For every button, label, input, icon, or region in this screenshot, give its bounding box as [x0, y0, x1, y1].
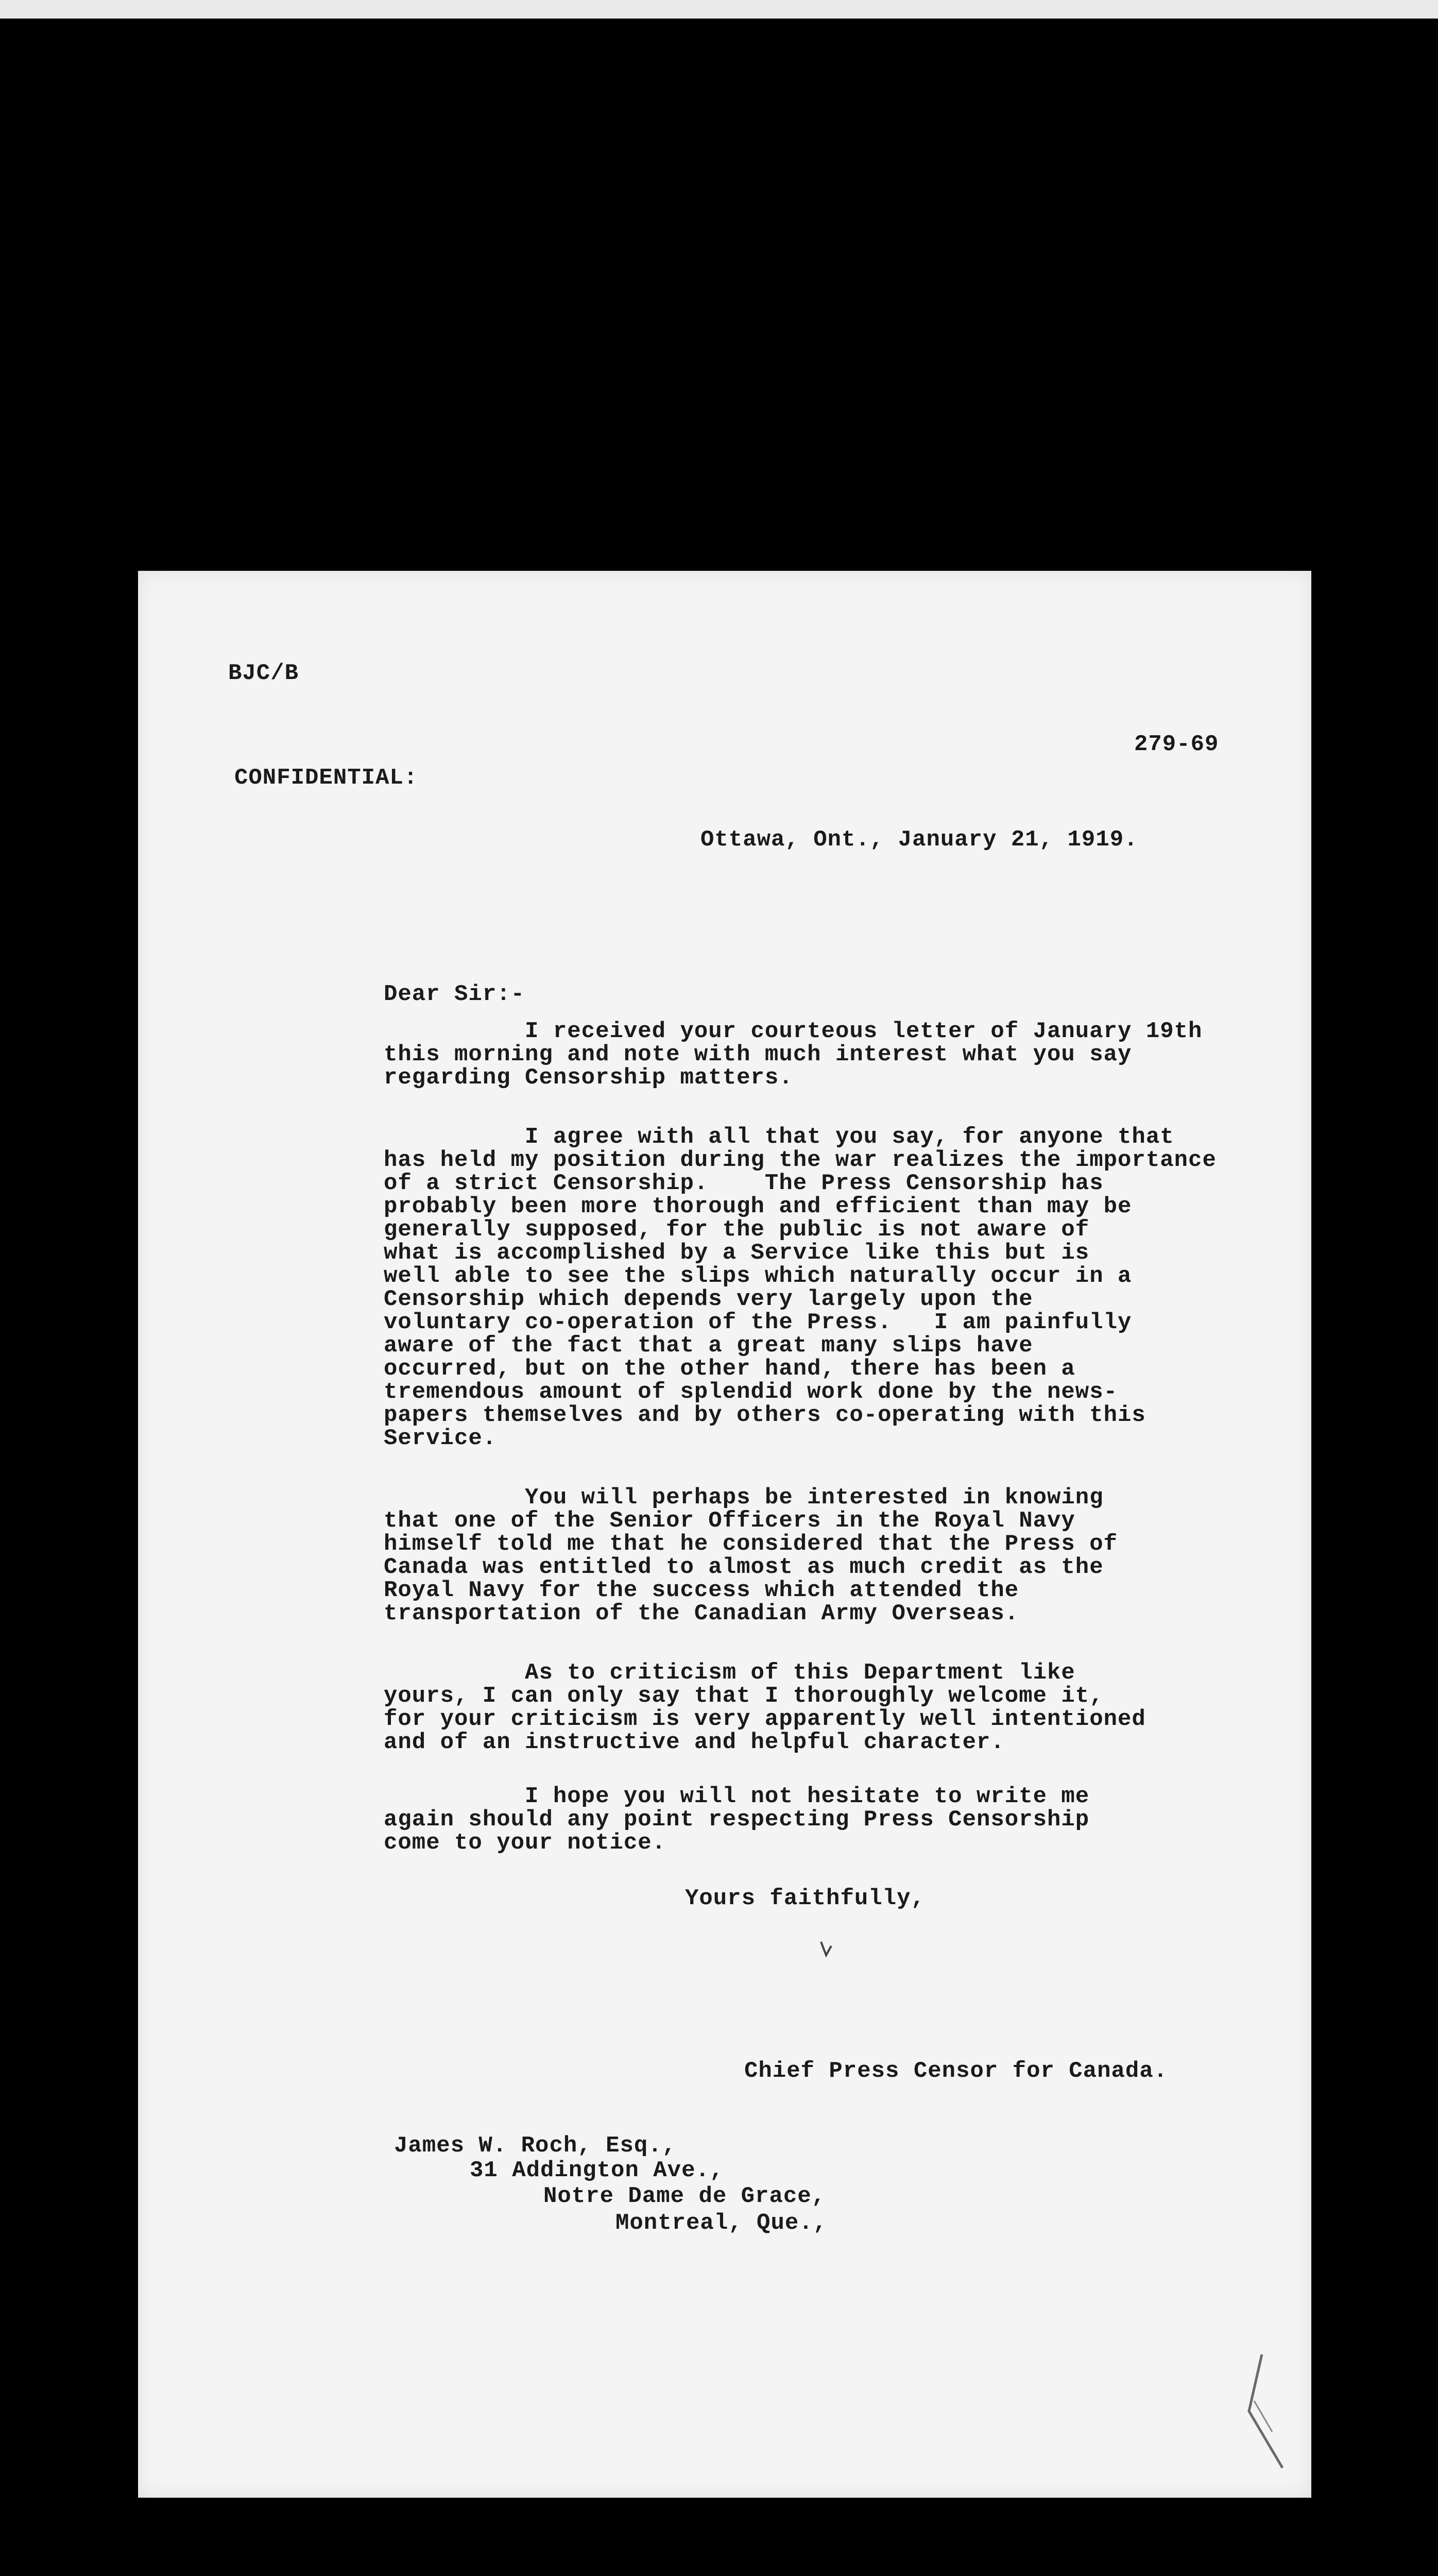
paragraph-1: I received your courteous letter of January 19th this morning and note with much interest what you say regarding Censorship matters.: [384, 1019, 1203, 1091]
address-line-4: Montreal, Que.,: [615, 2210, 828, 2236]
reference-initials: BJC/B: [228, 660, 299, 686]
salutation: Dear Sir:-: [384, 981, 525, 1007]
signature-title: Chief Press Censor for Canada.: [744, 2058, 1168, 2084]
paper-corner-mark: [1234, 2349, 1290, 2473]
paragraph-3: You will perhaps be interested in knowing that one of the Senior Officers in the Royal Navy himself told me that he considered that the Press of Canada was entitled to almost as much credit as the Royal Navy for the success which attended the transportation of the Canadian Army Overseas.: [384, 1485, 1118, 1626]
address-line-1: James W. Roch, Esq.,: [394, 2133, 677, 2159]
paragraph-5: I hope you will not hesitate to write me again should any point respecting Press Censorship come to your notice.: [384, 1784, 1090, 1856]
ink-mark: [819, 1940, 834, 1960]
paragraph-4: As to criticism of this Department like yours, I can only say that I thoroughly welcome it, for your criticism is very apparently well intentioned and of an instructive and helpful character.: [384, 1660, 1146, 1755]
paragraph-2: I agree with all that you say, for anyone that has held my position during the war realizes the importance of a strict Censorship. The Press Censorship has probably been more thorough and efficient than may be generally supposed, for the public is not aware of what is accomplished by a Service like this but is well able to see the slips which naturally occur in a Censorship which depends very largely upon the voluntary co-operation of the Press. I am painfully aware of the fact that a great many slips have occurred, but on the other hand, there has been a tremendous amount of splendid work done by the news- papers themselves and by others co-operating with this Service.: [384, 1124, 1217, 1451]
address-line-2: 31 Addington Ave.,: [470, 2158, 724, 2183]
scan-top-band: [0, 0, 1438, 19]
place-date: Ottawa, Ont., January 21, 1919.: [700, 827, 1138, 853]
confidential-label: CONFIDENTIAL:: [234, 765, 418, 791]
address-line-3: Notre Dame de Grace,: [543, 2183, 826, 2209]
closing: Yours faithfully,: [685, 1886, 925, 1911]
file-number: 279-69: [1134, 732, 1219, 757]
